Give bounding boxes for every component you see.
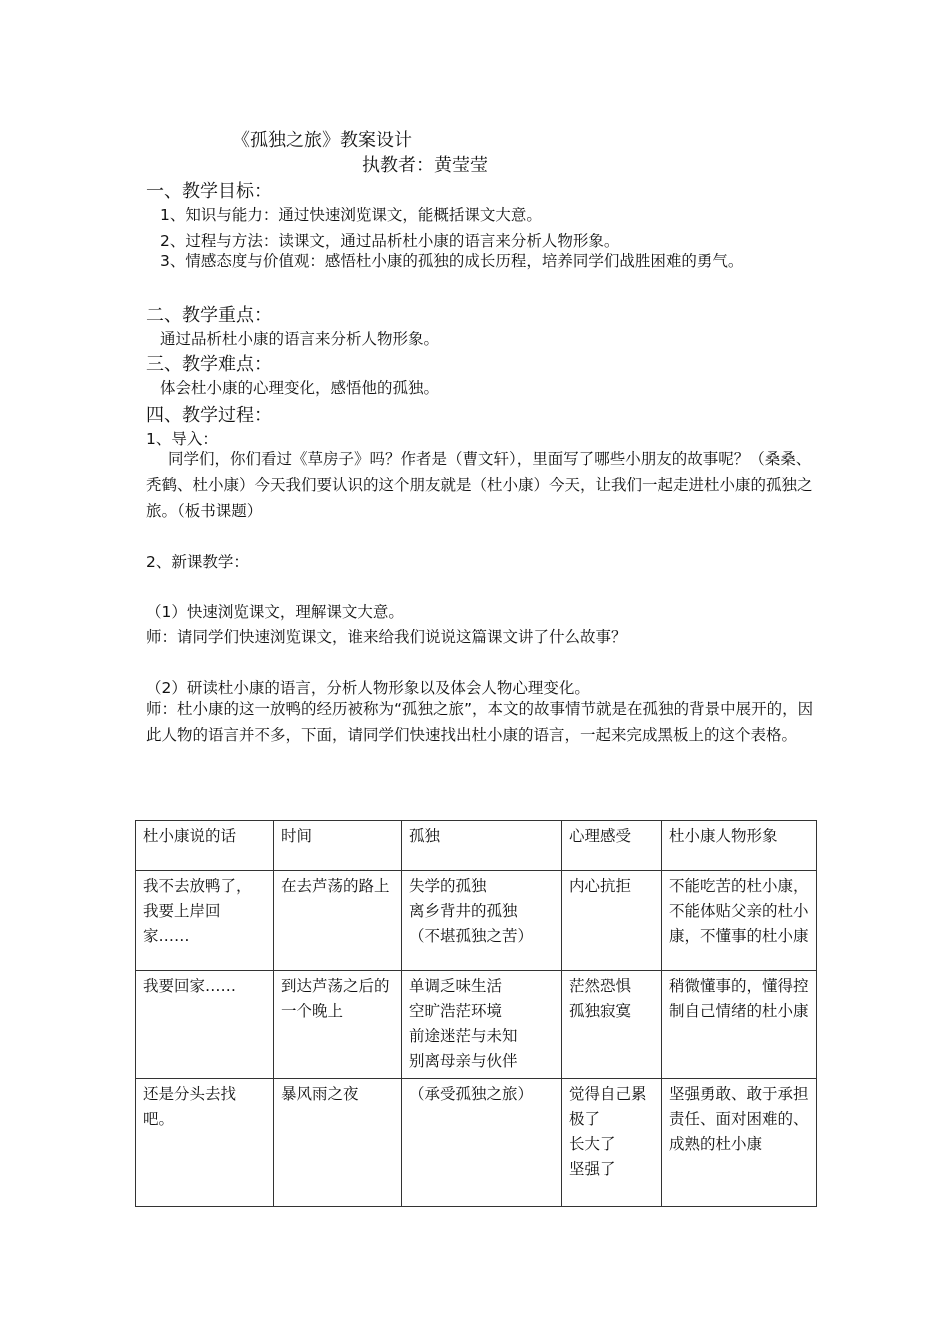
table-row <box>136 871 817 971</box>
loneliness-line: 别离母亲与伙伴 <box>409 1052 518 1070</box>
question-1: （1）快速浏览课文，理解课文大意。 <box>146 603 404 621</box>
question-2: （2）研读杜小康的语言，分析人物形象以及体会人物心理变化。 <box>146 679 590 697</box>
author-line: 执教者：黄莹莹 <box>362 155 488 176</box>
header-feeling: 心理感受 <box>562 821 662 871</box>
table-row <box>136 1079 817 1207</box>
cell-feeling <box>562 1079 662 1207</box>
feeling-line: 孤独寂寞 <box>569 1002 632 1020</box>
step-intro-label: 1、导入： <box>146 430 218 448</box>
feeling-line: 内心抗拒 <box>569 877 632 895</box>
cell-loneliness <box>402 971 562 1079</box>
loneliness-line: 前途迷茫与未知 <box>409 1027 518 1045</box>
header-time: 时间 <box>274 821 402 871</box>
difficulties-text: 体会杜小康的心理变化，感悟他的孤独。 <box>160 379 440 397</box>
cell-feeling <box>562 971 662 1079</box>
cell-loneliness <box>402 1079 562 1207</box>
cell-words: 我不去放鸭了，我要上岸回家…… <box>136 871 274 971</box>
feeling-line: 坚强了 <box>569 1160 616 1178</box>
loneliness-line: 失学的孤独 <box>409 877 487 895</box>
document-title: 《孤独之旅》教案设计 <box>232 130 412 151</box>
cell-image: 不能吃苦的杜小康，不能体贴父亲的杜小康，不懂事的杜小康 <box>662 871 817 971</box>
analysis-table <box>135 820 817 1207</box>
header-image: 杜小康人物形象 <box>662 821 817 871</box>
question-1-teacher: 师：请同学们快速浏览课文，谁来给我们说说这篇课文讲了什么故事？ <box>146 628 627 646</box>
feeling-line: 长大了 <box>569 1135 616 1153</box>
cell-image: 稍微懂事的，懂得控制自己情绪的杜小康 <box>662 971 817 1079</box>
heading-process: 四、教学过程： <box>146 405 272 426</box>
loneliness-line: 空旷浩茫环境 <box>409 1002 503 1020</box>
cell-time: 暴风雨之夜 <box>274 1079 402 1207</box>
heading-key-points: 二、教学重点： <box>146 305 272 326</box>
cell-feeling <box>562 871 662 971</box>
key-points-text: 通过品析杜小康的语言来分析人物形象。 <box>160 330 440 348</box>
table-header-row <box>136 821 817 871</box>
header-words: 杜小康说的话 <box>136 821 274 871</box>
loneliness-line: （承受孤独之旅） <box>409 1085 534 1103</box>
cell-words: 还是分头去找吧。 <box>136 1079 274 1207</box>
feeling-line: 觉得自己累极了 <box>569 1085 647 1128</box>
cell-time: 到达芦荡之后的一个晚上 <box>274 971 402 1079</box>
cell-loneliness <box>402 871 562 971</box>
heading-difficulties: 三、教学难点： <box>146 354 272 375</box>
question-2-teacher: 师：杜小康的这一放鸭的经历被称为“孤独之旅”，本文的故事情节就是在孤独的背景中展开的，因此人物的语言并不多，下面，请同学们快速找出杜小康的语言，一起来完成黑板上的这个表格。 <box>146 700 814 744</box>
intro-paragraph: 同学们，你们看过《草房子》吗？作者是（曹文轩），里面写了哪些小朋友的故事呢？（桑桑、秃鹤、杜小康）今天我们要认识的这个朋友就是（杜小康）今天，让我们一起走进杜小康的孤独之旅。（板书课题） <box>146 450 813 520</box>
table-row <box>136 971 817 1079</box>
heading-teaching-goals: 一、教学目标： <box>146 181 272 202</box>
loneliness-line: （不堪孤独之苦） <box>409 927 534 945</box>
loneliness-line: 离乡背井的孤独 <box>409 902 518 920</box>
cell-words: 我要回家…… <box>136 971 274 1079</box>
cell-image: 坚强勇敢、敢于承担责任、面对困难的、成熟的杜小康 <box>662 1079 817 1207</box>
cell-time: 在去芦荡的路上 <box>274 871 402 971</box>
goal-item-3: 3、情感态度与价值观：感悟杜小康的孤独的成长历程，培养同学们战胜困难的勇气。 <box>160 252 744 270</box>
loneliness-line: 单调乏味生活 <box>409 977 503 995</box>
header-loneliness: 孤独 <box>402 821 562 871</box>
goal-item-2: 2、过程与方法：读课文，通过品析杜小康的语言来分析人物形象。 <box>160 232 620 250</box>
step-new-lesson-label: 2、新课教学： <box>146 553 249 571</box>
feeling-line: 茫然恐惧 <box>569 977 632 995</box>
goal-item-1: 1、知识与能力：通过快速浏览课文，能概括课文大意。 <box>160 206 542 224</box>
